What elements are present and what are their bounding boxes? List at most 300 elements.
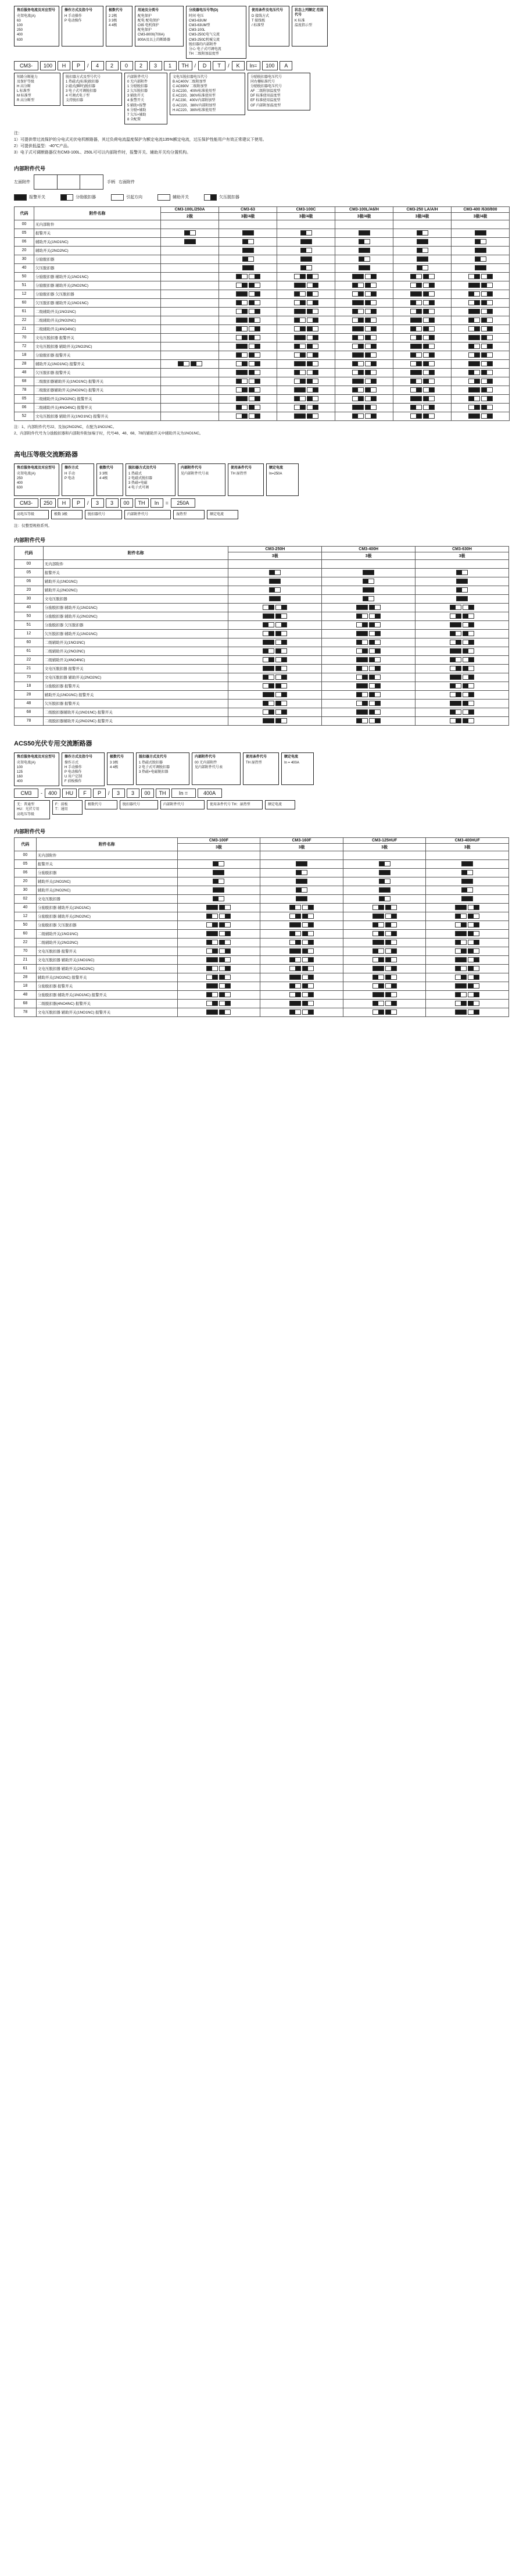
accessory-symbol-group xyxy=(262,632,288,636)
row-cell xyxy=(393,403,452,412)
diagram2-col-1 xyxy=(62,463,94,496)
accessory-symbol-icon xyxy=(369,701,381,706)
accessory-symbol-icon xyxy=(423,317,435,323)
line: 400 xyxy=(17,780,23,784)
accessory-slots xyxy=(34,174,103,190)
accessory-symbol-icon xyxy=(450,640,461,645)
row-code: 28 xyxy=(15,973,37,982)
accessory-symbol-group xyxy=(206,923,231,927)
accessory-symbol-icon xyxy=(463,683,474,688)
row-cell xyxy=(452,246,510,255)
accessory-symbol-icon xyxy=(302,966,314,971)
accessory-symbol-group xyxy=(293,370,319,374)
table-row xyxy=(15,577,509,586)
accessory-symbol-icon xyxy=(294,283,306,288)
accessory-symbol-icon xyxy=(263,683,274,688)
row-cell xyxy=(335,412,393,420)
arrow-symbol-icon xyxy=(111,194,124,201)
accessory-symbol-group xyxy=(449,711,475,715)
accessory-symbol-icon xyxy=(275,692,287,697)
th-model: CM3-400 /630/800 xyxy=(452,206,510,212)
row-cell xyxy=(452,263,510,272)
row-cell xyxy=(161,237,219,246)
code-token: In = xyxy=(171,789,196,798)
accessory-symbol-icon xyxy=(236,291,248,297)
line: 3 3极 xyxy=(109,19,117,23)
accessory-symbol-icon xyxy=(307,405,318,410)
diagram1-col-4 xyxy=(186,6,246,59)
th-model: CM3-630H xyxy=(415,546,509,552)
accessory-symbol-icon xyxy=(455,966,467,971)
accessory-symbol-group xyxy=(293,318,319,322)
row-cell xyxy=(343,955,426,964)
row-cell xyxy=(260,903,343,912)
accessory-symbol-group xyxy=(372,975,397,979)
row-cell xyxy=(277,290,335,298)
line: R 高分断型 xyxy=(17,99,35,103)
row-cell xyxy=(322,568,415,577)
accessory-symbol-icon xyxy=(468,1009,479,1015)
accessory-symbol-icon xyxy=(372,957,384,962)
row-cell xyxy=(415,594,509,603)
row-cell xyxy=(393,229,452,237)
row-cell xyxy=(161,403,219,412)
row-accessory-name: 无内部附件 xyxy=(36,851,177,859)
accessory-symbol-icon xyxy=(236,309,248,314)
accessory-symbol-group xyxy=(410,274,435,279)
th-poles: 3极 xyxy=(228,552,322,559)
row-code: 70 xyxy=(15,673,44,682)
row-code: 20 xyxy=(15,586,44,594)
code-token: TH xyxy=(156,789,170,798)
accessory-symbol-icon xyxy=(468,361,480,366)
row-accessory-name: 辅助开关(1NO1NC) 报警开关 xyxy=(36,973,177,982)
accessory-symbol-group xyxy=(235,388,261,392)
row-code: 78 xyxy=(15,386,34,394)
row-cell xyxy=(452,324,510,333)
row-cell xyxy=(452,368,510,377)
accessory-symbol-icon xyxy=(385,983,397,989)
accessory-symbol-icon xyxy=(455,992,467,997)
accessory-symbol-group xyxy=(410,388,435,392)
row-cell xyxy=(393,394,452,403)
table-row xyxy=(15,629,509,638)
code-token: 400 xyxy=(45,789,60,798)
line: H 手动 xyxy=(65,472,76,476)
accessory-symbol-icon xyxy=(307,361,318,366)
diagram3-bottom-labels xyxy=(14,800,509,819)
accessory-symbol-icon xyxy=(236,317,248,323)
row-code: 78 xyxy=(15,716,44,725)
row-code: 05 xyxy=(15,394,34,403)
line: 1 热磁式脱扣器 xyxy=(139,761,163,765)
line: H 手动操作 xyxy=(65,766,83,769)
line: 1 热磁式 xyxy=(128,472,142,476)
row-cell xyxy=(177,894,260,903)
row-cell xyxy=(228,629,322,638)
accessory-symbol-icon xyxy=(236,379,248,384)
row-cell xyxy=(228,612,322,620)
accessory-symbol-group xyxy=(410,344,435,348)
accessory-symbol-group xyxy=(177,362,203,366)
accessory-symbol-icon xyxy=(307,396,318,401)
row-accessory-name: 文电压脱扣器 辅助开关(1NO1NC) xyxy=(36,955,177,964)
code-token: TH xyxy=(178,61,192,70)
accessory-symbol-icon xyxy=(275,622,287,627)
row-cell xyxy=(161,394,219,403)
row-cell xyxy=(426,868,509,877)
row-cell xyxy=(335,281,393,290)
table1-notes xyxy=(14,424,509,437)
accessory-symbol-group xyxy=(262,606,288,610)
accessory-symbol-icon xyxy=(249,387,260,393)
accessory-symbol-icon xyxy=(450,692,461,697)
row-cell xyxy=(322,638,415,647)
row-accessory-name: 报警开关 xyxy=(34,229,161,237)
row-cell xyxy=(161,359,219,368)
accessory-symbol-icon xyxy=(423,379,435,384)
accessory-symbol-icon xyxy=(263,709,274,715)
accessory-symbol-icon xyxy=(352,387,364,393)
row-accessory-name: 文电压脱扣器 报警开关 xyxy=(43,664,228,673)
accessory-symbol-icon xyxy=(423,335,435,340)
row-cell xyxy=(219,307,277,316)
accessory-symbol-icon xyxy=(410,326,422,331)
code-sep: / xyxy=(87,62,89,69)
row-code: 48 xyxy=(15,699,44,708)
accessory-symbol-icon xyxy=(289,983,301,989)
accessory-symbol-group xyxy=(262,693,288,697)
accessory-symbol-group xyxy=(262,623,288,627)
th-model: CM3-100F xyxy=(177,837,260,843)
row-cell xyxy=(335,394,393,403)
accessory-symbol-icon xyxy=(178,361,189,366)
line: P 电动操作 xyxy=(65,770,82,775)
accessory-symbol-group xyxy=(352,353,377,357)
accessory-symbol-icon xyxy=(236,335,248,340)
accessory-symbol-icon xyxy=(369,718,381,723)
row-code: 22 xyxy=(15,655,44,664)
footer-spacer xyxy=(14,1017,509,1031)
diagram1-col-1 xyxy=(62,6,103,47)
row-cell xyxy=(335,307,393,316)
accessory-symbol-icon xyxy=(236,361,248,366)
accessory-symbol-icon xyxy=(352,405,364,410)
accessory-symbol-icon xyxy=(219,975,231,980)
col-head: 操作方式 xyxy=(65,466,79,470)
accessory-symbol-icon xyxy=(294,317,306,323)
accessory-symbol-icon xyxy=(263,675,274,680)
accessory-symbol-group xyxy=(468,414,493,418)
row-cell xyxy=(393,316,452,324)
accessory-symbol-group xyxy=(410,379,435,383)
row-cell xyxy=(277,359,335,368)
section-title-acs: ACS50光伏专用交流断路器 xyxy=(14,740,92,747)
row-cell xyxy=(228,559,322,568)
row-cell xyxy=(322,647,415,655)
col-head: 额定电流 xyxy=(284,755,299,759)
accessory-symbol-icon xyxy=(410,317,422,323)
accessory-symbol-icon xyxy=(263,718,274,723)
accessory-symbol-icon xyxy=(302,905,314,910)
accessory-symbol-icon xyxy=(300,256,312,262)
code-token: 0 xyxy=(120,61,133,70)
accessory-symbol-icon xyxy=(249,396,260,401)
diagram2-top-columns xyxy=(14,463,509,496)
accessory-symbol-icon xyxy=(249,326,260,331)
row-cell xyxy=(335,359,393,368)
row-accessory-name: 分励脱扣器 xyxy=(34,255,161,263)
row-cell xyxy=(335,316,393,324)
code-sep: / xyxy=(108,790,110,797)
accessory-symbol-icon xyxy=(450,613,461,619)
accessory-symbol-group xyxy=(235,292,261,296)
line: 时间 电压 xyxy=(189,15,204,19)
accessory-symbol-icon xyxy=(302,922,314,927)
accessory-symbol-icon xyxy=(249,317,260,323)
accessory-symbol-group xyxy=(468,292,493,296)
line: H AC220、380V标准使用型 xyxy=(173,108,216,112)
row-cell xyxy=(322,682,415,690)
accessory-symbol-icon xyxy=(206,1009,218,1015)
th-poles: 3极 xyxy=(415,552,509,559)
row-cell xyxy=(161,386,219,394)
accessory-symbol-icon xyxy=(289,975,301,980)
accessory-symbol-icon xyxy=(249,291,260,297)
row-cell xyxy=(161,220,219,229)
note-line: 2）可提供低温型：-40℃产品。 xyxy=(14,144,71,149)
table1-body xyxy=(15,220,510,420)
accessory-symbol-icon xyxy=(249,309,260,314)
code-token: F xyxy=(78,789,91,798)
accessory-symbol-icon xyxy=(219,983,231,989)
row-cell xyxy=(277,298,335,307)
row-cell xyxy=(260,894,343,903)
row-accessory-name: 欠压脱扣器 辅助开关(1NO1NC) xyxy=(43,629,228,638)
accessory-symbol-group xyxy=(468,318,493,322)
table-row xyxy=(15,903,509,912)
accessory-symbol-icon xyxy=(302,948,314,954)
accessory-symbol-icon xyxy=(450,709,461,715)
table-row xyxy=(15,237,510,246)
row-cell xyxy=(260,938,343,947)
accessory-symbol-group xyxy=(235,397,261,401)
row-code: 20 xyxy=(15,246,34,255)
accessory-symbol-icon xyxy=(242,230,254,236)
row-cell xyxy=(277,324,335,333)
accessory-symbol-group xyxy=(235,336,261,340)
row-cell xyxy=(219,255,277,263)
accessory-symbol-icon xyxy=(379,887,391,893)
accessory-symbol-icon xyxy=(468,914,479,919)
accessory-symbol-icon xyxy=(363,579,374,584)
row-cell xyxy=(219,229,277,237)
accessory-symbol-icon xyxy=(263,657,274,662)
code-token: 3 xyxy=(91,498,104,508)
accessory-symbol-group xyxy=(356,719,381,723)
accessory-symbol-icon xyxy=(263,692,274,697)
accessory-symbol-icon xyxy=(372,1001,384,1006)
row-cell xyxy=(277,281,335,290)
accessory-symbol-icon xyxy=(263,605,274,610)
th-code: 代码 xyxy=(15,837,37,851)
row-accessory-name: 报警开关 xyxy=(36,859,177,868)
row-accessory-name: 分励脱扣器 xyxy=(36,868,177,877)
row-code: 60 xyxy=(15,638,44,647)
row-code: 48 xyxy=(15,368,34,377)
accessory-symbol-group xyxy=(468,405,493,409)
accessory-symbol-icon xyxy=(463,692,474,697)
row-cell xyxy=(322,690,415,699)
accessory-symbol-group xyxy=(235,301,261,305)
accessory-symbol-icon xyxy=(410,344,422,349)
accessory-symbol-group xyxy=(293,301,319,305)
row-code: 12 xyxy=(15,912,37,920)
row-code: 52 xyxy=(15,412,34,420)
row-cell xyxy=(452,307,510,316)
row-accessory-name: 二级辅助开关(2NO2NC) xyxy=(43,647,228,655)
accessory-symbol-icon xyxy=(263,640,274,645)
accessory-symbol-icon xyxy=(385,975,397,980)
accessory-symbol-icon xyxy=(263,613,274,619)
diagram2-col-3 xyxy=(126,463,175,496)
bottom-label: 使用条件代号 TH：湿热型 xyxy=(207,800,263,809)
row-cell xyxy=(322,673,415,682)
accessory-symbol-group xyxy=(235,379,261,383)
code-token: 3 xyxy=(149,61,162,70)
accessory-symbol-group xyxy=(262,667,288,671)
accessory-symbol-icon xyxy=(275,657,287,662)
row-cell xyxy=(260,851,343,859)
table-row xyxy=(15,912,509,920)
accessory-symbol-icon xyxy=(289,1009,301,1015)
accessory-symbol-icon xyxy=(365,379,377,384)
table-row xyxy=(15,859,509,868)
accessory-symbol-icon xyxy=(365,274,377,279)
accessory-symbol-icon xyxy=(294,274,306,279)
row-cell xyxy=(393,307,452,316)
line: TH 湿热型 xyxy=(231,472,247,476)
row-cell xyxy=(335,342,393,351)
diagram1-col-3 xyxy=(135,6,184,47)
row-cell xyxy=(343,877,426,886)
accessory-symbol-icon xyxy=(236,396,248,401)
bottom-label: HU：光伏专用 xyxy=(17,808,40,812)
accessory-symbol-group xyxy=(206,984,231,988)
row-accessory-name: 辅助开关(1NO1NC) 报警开关 xyxy=(43,690,228,699)
accessory-symbol-icon xyxy=(356,657,368,662)
accessory-symbol-icon xyxy=(455,914,467,919)
row-accessory-name: 欠压脱扣器 辅助开关(1NO1NC) xyxy=(34,298,161,307)
accessory-symbol-icon xyxy=(365,405,377,410)
legend1-title: 内部附件代号 xyxy=(14,165,46,172)
accessory-symbol-icon xyxy=(385,992,397,997)
col-head: 分段器电压号等(D) xyxy=(189,9,218,12)
bottom-label: 内部附件代号 xyxy=(160,800,205,809)
th-model: CM3-63 xyxy=(219,206,277,212)
th-poles: 3极 xyxy=(260,843,343,851)
diagram3-col-2 xyxy=(107,752,134,785)
accessory-symbol-icon xyxy=(294,387,306,393)
accessory-symbol-icon xyxy=(307,283,318,288)
accessory-symbol-icon xyxy=(219,1001,231,1006)
accessory-symbol-icon xyxy=(356,718,368,723)
accessory-symbol-group xyxy=(293,388,319,392)
row-cell xyxy=(219,394,277,403)
table-row xyxy=(15,886,509,894)
accessory-symbol-icon xyxy=(468,370,480,375)
accessory-symbol-icon xyxy=(450,605,461,610)
accessory-symbol-group xyxy=(454,966,480,971)
accessory-symbol-icon xyxy=(269,570,281,575)
line: 630 xyxy=(17,486,23,490)
notes-block-1 xyxy=(14,130,509,156)
accessory-symbol-icon xyxy=(461,879,473,884)
table-row xyxy=(15,359,510,368)
row-cell xyxy=(426,973,509,982)
diagram1-col-5 xyxy=(249,6,289,47)
table-row xyxy=(15,316,510,324)
accessory-symbol-icon xyxy=(417,230,428,236)
line: D AC230、400V标准使用型 xyxy=(173,90,216,94)
row-cell xyxy=(322,559,415,568)
line: 00 无内部附件 xyxy=(195,761,217,765)
accessory-symbol-group xyxy=(449,676,475,680)
row-code: 30 xyxy=(15,594,44,603)
accessory-symbol-group xyxy=(352,379,377,383)
line: 4 4极 xyxy=(99,476,108,480)
accessory-symbol-group xyxy=(206,958,231,962)
accessory-symbol-group xyxy=(293,405,319,409)
table-row xyxy=(15,708,509,716)
row-cell xyxy=(452,359,510,368)
accessory-symbol-icon xyxy=(294,300,306,305)
accessory-symbol-icon xyxy=(417,248,428,253)
accessory-symbol-icon xyxy=(385,905,397,910)
accessory-symbol-group xyxy=(293,397,319,401)
accessory-symbol-icon xyxy=(461,887,473,893)
accessory-symbol-icon xyxy=(289,966,301,971)
row-cell xyxy=(415,664,509,673)
diagram2-bottom-labels xyxy=(14,510,509,519)
accessory-symbol-icon xyxy=(242,265,254,270)
accessory-position-diagram xyxy=(14,174,509,190)
row-cell xyxy=(343,903,426,912)
row-cell xyxy=(219,237,277,246)
accessory-symbol-icon xyxy=(450,683,461,688)
row-code: 68 xyxy=(15,999,37,1008)
row-accessory-name: 文电压脱扣器 xyxy=(36,894,177,903)
accessory-symbol-group xyxy=(289,1001,314,1005)
row-cell xyxy=(415,638,509,647)
line: 见内部附件代号表 xyxy=(181,472,209,476)
accessory-symbol-icon xyxy=(481,317,493,323)
accessory-symbol-icon xyxy=(450,718,461,723)
accessory-symbol-icon xyxy=(359,256,370,262)
row-cell xyxy=(415,655,509,664)
legend1-items xyxy=(14,194,509,201)
code-token: CM3- xyxy=(14,498,38,508)
row-code: 30 xyxy=(15,886,37,894)
code-token: P xyxy=(93,789,106,798)
accessory-symbol-icon xyxy=(356,622,368,627)
row-cell xyxy=(393,281,452,290)
line: 250 xyxy=(17,28,23,33)
accessory-symbol-icon xyxy=(275,709,287,715)
table-row xyxy=(15,638,509,647)
accessory-symbol-icon xyxy=(410,405,422,410)
accessory-symbol-icon xyxy=(423,405,435,410)
